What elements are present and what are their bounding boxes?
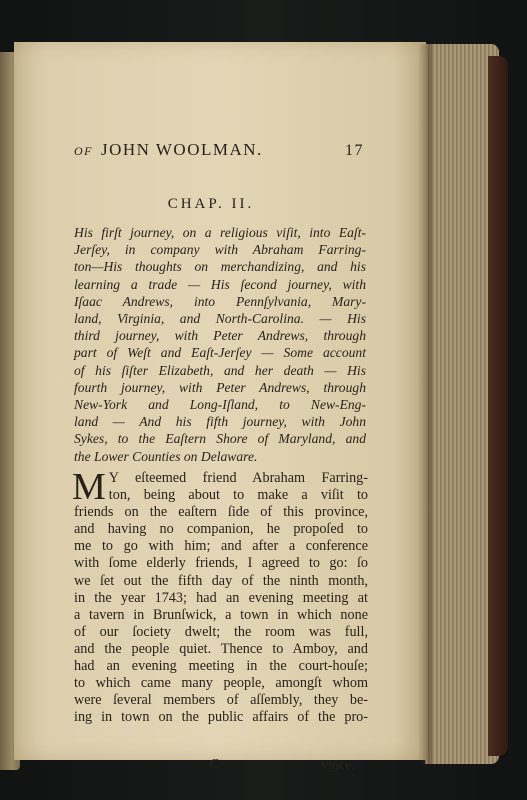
body-line: Y eſteemed friend Abraham Farring-: [108, 470, 368, 486]
drop-cap: M: [72, 466, 106, 508]
body-line: and the people quiet. Thence to Amboy, and: [74, 640, 368, 657]
summary-line: ton—His thoughts on merchandizing, and his: [74, 259, 366, 275]
body-line: me to go with him; and after a conference: [74, 538, 368, 555]
running-head: [74, 140, 364, 164]
body-text: [72, 466, 368, 726]
summary-line: part of Weſt and Eaſt-Jerſey — Some account: [74, 345, 366, 361]
summary-line: Sykes, to the Eaſtern Shore of Maryland, and: [74, 431, 366, 447]
body-line: had an evening meeting in the court-houſe;: [74, 658, 368, 675]
summary-line: land, Virginia, and North-Carolina. — His: [74, 311, 366, 327]
summary-line: His firſt journey, on a religious viſit, into Eaſt-: [74, 225, 366, 240]
book-page: [14, 42, 426, 773]
summary-line: learning a trade — His ſecond journey, with: [74, 276, 366, 292]
summary-line: third journey, with Peter Andrews, through: [74, 328, 366, 344]
summary-line: the Lower Counties on Delaware.: [74, 448, 258, 464]
summary-line: of his ſiſter Elizabeth, and her death — His: [74, 362, 366, 378]
body-line: ton, being about to make a viſit to: [108, 487, 368, 504]
body-line: to which came many people, amongſt whom: [74, 675, 368, 692]
signature-mark: C: [210, 757, 220, 772]
summary-line: Iſaac Andrews, into Pennſylvania, Mary-: [74, 293, 366, 309]
body-line: of our ſociety dwelt; the room was full,: [74, 623, 368, 640]
book-cover-edge: [488, 56, 508, 756]
gutter-shadow: [418, 44, 432, 764]
summary-line: fourth journey, with Peter Andrews, through: [74, 379, 366, 395]
body-line: were ſeveral members of aſſembly, they be-: [74, 692, 368, 709]
page-number: 17: [345, 142, 364, 159]
body-line: friends on the eaſtern ſide of this province,: [74, 504, 368, 521]
running-head-prefix: OF: [74, 144, 93, 158]
body-line: we ſet out the fifth day of the ninth month,: [74, 572, 368, 589]
running-head-title: JOHN WOOLMAN.: [101, 140, 263, 159]
catchword: vince,: [321, 758, 355, 773]
body-line: with ſome elderly friends, I agreed to go: ſo: [74, 555, 368, 572]
summary-line: New-York and Long-Iſland, to New-Eng-: [74, 397, 366, 413]
body-line: ing in town on the public affairs of the pro-: [74, 709, 368, 726]
chapter-heading: CHAP. II.: [167, 196, 255, 212]
body-line: a tavern in Brunſwick, a town in which none: [74, 606, 368, 623]
body-line: and having no companion, he propoſed to: [74, 521, 368, 538]
chapter-summary: [74, 224, 366, 465]
body-line: in the year 1743; had an evening meeting at: [74, 589, 368, 606]
summary-line: Jerſey, in company with Abraham Farring-: [74, 242, 366, 258]
summary-line: land — And his fifth journey, with John: [74, 414, 366, 430]
